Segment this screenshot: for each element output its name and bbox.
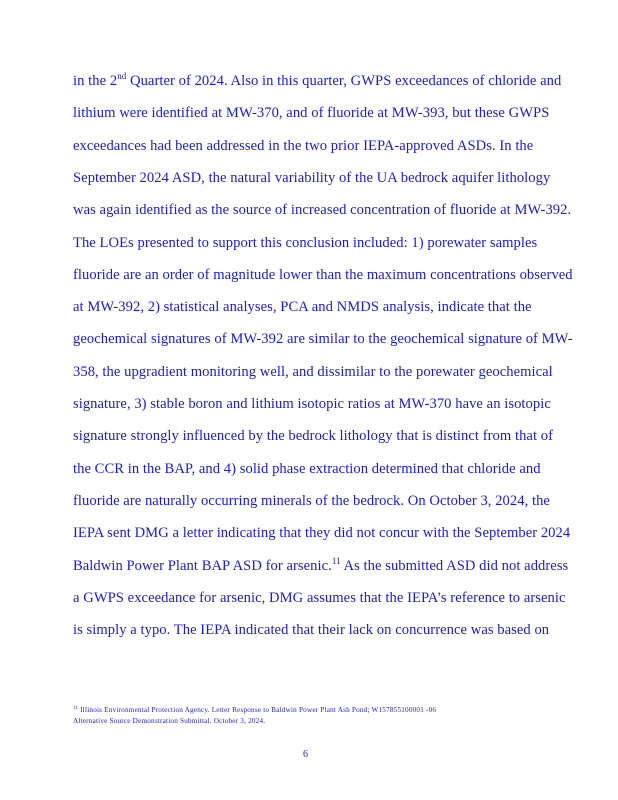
text-line-content: fluoride are an order of magnitude lower than the maximum concentrations observed <box>73 266 573 283</box>
text-line <box>73 234 537 252</box>
text-line <box>73 621 549 639</box>
text-line <box>73 104 549 122</box>
text-line-content: was again identified as the source of increased concentration of fluoride at MW-392. <box>73 202 572 219</box>
text-line <box>73 330 573 348</box>
text-line-content: September 2024 ASD, the natural variability of the UA bedrock aquifer lithology <box>73 169 551 186</box>
text-line-content: geochemical signatures of MW-392 are similar to the geochemical signature of MW- <box>73 331 573 348</box>
text-line <box>73 557 568 575</box>
text-line-content: in the 2 <box>73 73 118 89</box>
text-line <box>73 72 561 90</box>
text-line <box>73 169 550 187</box>
footnote-line-1 <box>73 705 436 715</box>
text-line <box>73 427 553 445</box>
text-line-continuation: As the submitted ASD did not address <box>340 557 569 574</box>
text-line-content: exceedances had been addressed in the two prior IEPA-approved ASDs. In the <box>73 137 534 154</box>
text-line-content: lithium were identified at MW-370, and of fluoride at MW-393, but these GWPS <box>73 105 550 122</box>
text-line <box>73 137 533 155</box>
footnote-line-2 <box>73 716 265 726</box>
page-number: 6 <box>303 749 308 760</box>
superscript: nd <box>117 71 127 81</box>
text-line-content: the CCR in the BAP, and 4) solid phase extraction determined that chloride and <box>73 460 541 477</box>
text-line-content: 358, the upgradient monitoring well, and dissimilar to the porewater geochemical <box>73 363 553 380</box>
footnote-marker: 11 <box>73 706 79 711</box>
text-line-content: at MW-392, 2) statistical analyses, PCA and NMDS analysis, indicate that the <box>73 299 532 316</box>
text-line <box>73 460 541 478</box>
text-line-content: is simply a typo. The IEPA indicated that their lack on concurrence was based on <box>73 622 550 639</box>
text-line-content: The LOEs presented to support this conclusion included: 1) porewater samples <box>73 234 538 251</box>
superscript: 11 <box>331 555 341 566</box>
text-line-content: signature strongly influenced by the bedrock lithology that is distinct from that of <box>73 428 554 445</box>
text-line-content: Baldwin Power Plant BAP ASD for arsenic. <box>73 557 332 574</box>
text-line <box>73 201 571 219</box>
footnote-text-2: Alternative Source Demonstration Submittal. October 3, 2024. <box>73 717 266 725</box>
text-line <box>73 266 573 284</box>
text-line-content: IEPA sent DMG a letter indicating that they did not concur with the September 2024 <box>73 525 571 542</box>
text-line <box>73 524 570 542</box>
footnote-text-1: Illinois Environmental Protection Agency. Letter Response to Baldwin Power Plant Ash Pond; W157855100001 -06 <box>78 706 437 714</box>
text-line-continuation: Quarter of 2024. Also in this quarter, GWPS exceedances of chloride and <box>126 73 562 89</box>
text-line-content: fluoride are naturally occurring minerals of the bedrock. On October 3, 2024, the <box>73 492 550 509</box>
text-line <box>73 363 553 381</box>
text-line <box>73 492 550 510</box>
text-line <box>73 298 532 316</box>
text-line-content: a GWPS exceedance for arsenic, DMG assumes that the IEPA’s reference to arsenic <box>73 589 566 606</box>
text-line <box>73 589 566 607</box>
text-line-content: signature, 3) stable boron and lithium isotopic ratios at MW-370 have an isotopic <box>73 396 551 412</box>
text-line <box>73 395 551 413</box>
